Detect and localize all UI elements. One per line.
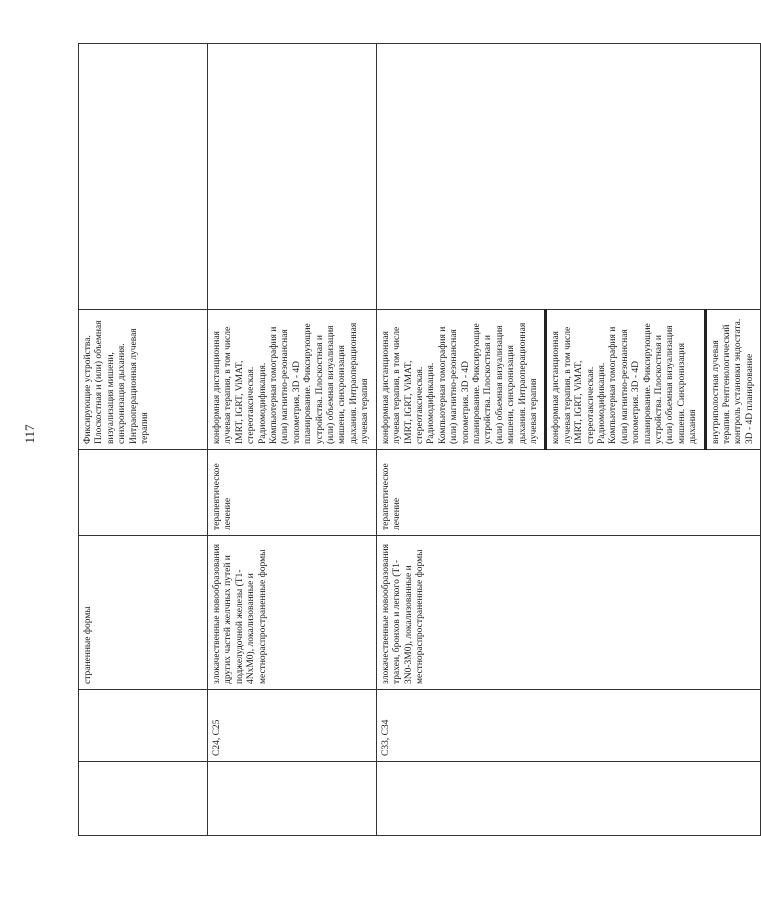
code-cell: C24, C25 [208,690,377,762]
diagnosis-cell: злокачественные новообразования трахеи, бронхов и легкого (T1-3N0-3M0), локализованные и местнораспространенные формы [376,536,761,690]
col-blank-right [79,44,208,310]
method-cell: внутриполостная лучевая терапия. Рентгенологический контроль установки эндостата. 3D - 4D планирование [705,310,761,450]
table-row [79,44,208,836]
col-blank [79,762,208,836]
code-cell [79,690,208,762]
table-row [376,44,546,836]
col-blank-right [208,44,377,310]
col-blank [208,762,377,836]
method-cell: конформная дистанционная лучевая терапия, в том числе IMRT, IGRT, ViMAT, стереотаксическая. Радиомодификация. Компьютерная томография и (или) магнитно-резонансная топометрия, 3D - 4D планирование. Фиксирующие устройства. Плоскостная и (или) объемная визуализация мишени, синхронизация дыхания. Интраоперационная лучевая терапия [208,310,377,450]
method-cell: Фиксирующие устройства. Плоскостная и (или) объемная визуализация мишени, синхронизация дыхания. Интраоперационная лучевая терапия [79,310,208,450]
diagnosis-cell: страненные формы [79,536,208,690]
code-cell: C33, C34 [376,690,761,762]
treatment-type-cell: терапевтическое лечение [376,450,761,536]
diagnosis-cell: злокачественные новообразования других частей желчных путей и поджелудочной железы (T1-4NxM0), локализованные и местнораспространенные формы [208,536,377,690]
treatment-type-cell [79,450,208,536]
method-cell: конформная дистанционная лучевая терапия, в том числе IMRT, IGRT, ViMAT, стереотаксическая. Радиомодификация. Компьютерная томография и (или) магнитно-резонансная топометрия. 3D - 4D планирование. Фиксирующие устройства. Плоскостная и (или) объемная визуализация мишени, синхронизация дыхания. Интраоперационная лучевая терапия [376,310,546,450]
page-number: 117 [22,424,37,444]
treatment-type-cell: терапевтическое лечение [208,450,377,536]
col-blank [376,762,761,836]
col-blank-right [376,44,761,310]
table-row [208,44,377,836]
method-cell: конформная дистанционная лучевая терапия, в том числе IMRT, IGRT, ViMAT, стереотаксическая. Радиомодификация. Компьютерная томография и (или) магнитно-резонансная топометрия. 3D - 4D планирование. Фиксирующие устройства. Плоскостная и (или) объемная визуализация мишени. Синхронизация дыхания [546,310,705,450]
rotated-table-container [78,44,755,836]
treatment-table [78,43,761,836]
